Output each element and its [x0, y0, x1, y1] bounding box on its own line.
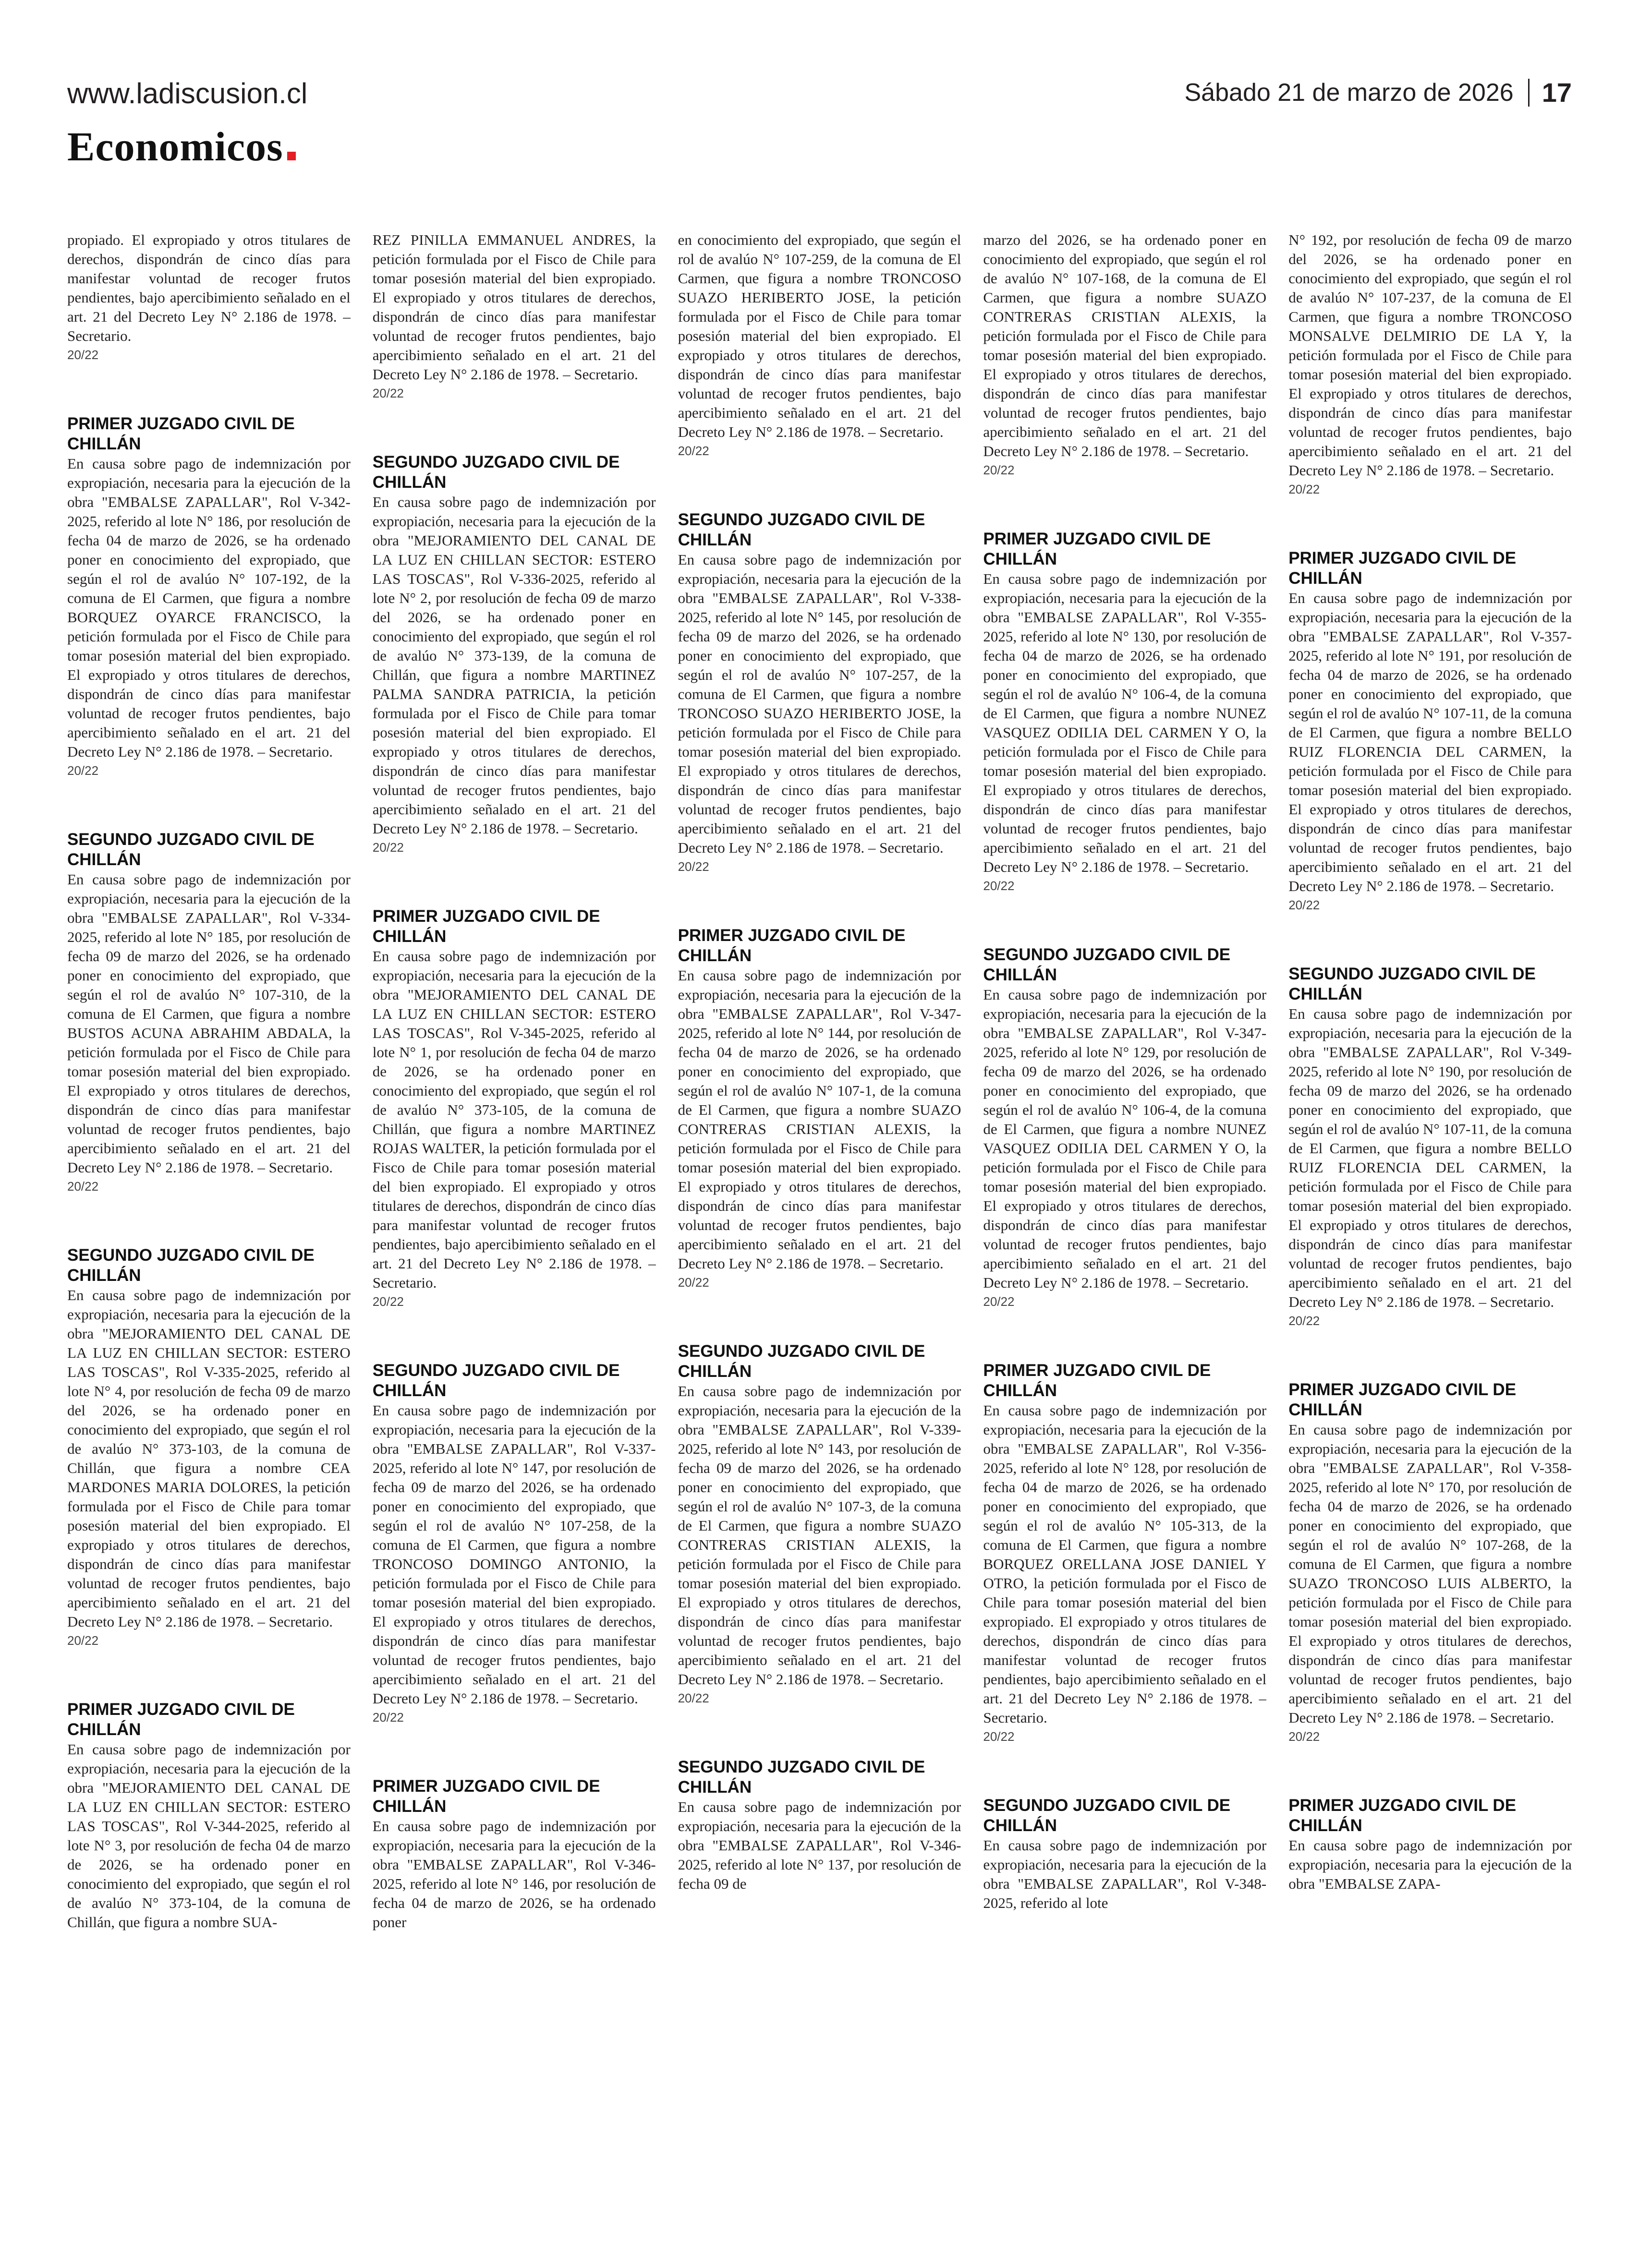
notice-court-title: PRIMER JUZGADO CIVIL DE CHILLÁN — [983, 1361, 1211, 1400]
notice-court-title: PRIMER JUZGADO CIVIL DE CHILLÁN — [1288, 1796, 1517, 1835]
notice-court-title: SEGUNDO JUZGADO CIVIL DE CHILLÁN — [1288, 965, 1536, 1003]
notice-court-title: PRIMER JUZGADO CIVIL DE CHILLÁN — [983, 530, 1211, 568]
notice-code: 20/22 — [678, 1691, 709, 1705]
notice-body: En causa sobre pago de indemnización por expropiación, necesaria para la ejecución de la obra "EMBALSE ZAPALLAR", Rol V-339-2025, referido al lote N° 143, por resolución de fecha 09 de marzo del 2026, se ha ordenado poner en conocimiento del expropiado, que según el rol de avalúo N° 107-3, de la comuna de El Carmen, que figura a nombre SUAZO CONTRERAS CRISTIAN ALEXIS, la petición formulada por el Fisco de Chile para tomar posesión material del bien expropiado. El expropiado y otros titulares de derechos, dispondrán de cinco días para manifestar voluntad de recoger frutos pendientes, bajo apercibimiento señalado en el art. 21 del Decreto Ley N° 2.186 de 1978. – Secretario. — [678, 1383, 961, 1688]
column-3 — [678, 230, 961, 2223]
legal-notice — [1288, 548, 1572, 914]
notice-code: 20/22 — [1288, 482, 1320, 496]
notice-body: En causa sobre pago de indemnización por expropiación, necesaria para la ejecución de la obra "EMBALSE ZAPALLAR", Rol V-355-2025, referido al lote N° 130, por resolución de fecha 04 de marzo de 2026, se ha ordenado poner en conocimiento del expropiado, que según el rol de avalúo N° 106-4, de la comuna de El Carmen, que figura a nombre NUNEZ VASQUEZ ODILIA DEL CARMEN Y O, la petición formulada por el Fisco de Chile para tomar posesión material del bien expropiado. El expropiado y otros titulares de derechos, dispondrán de cinco días para manifestar voluntad de recoger frutos pendientes, bajo apercibimiento señalado en el art. 21 del Decreto Ley N° 2.186 de 1978. – Secretario. — [983, 570, 1267, 875]
legal-notice — [373, 1776, 656, 1932]
notice-code: 20/22 — [1288, 1729, 1320, 1744]
notice-court-title: SEGUNDO JUZGADO CIVIL DE CHILLÁN — [983, 1796, 1231, 1835]
legal-notice — [678, 926, 961, 1291]
notice-code: 20/22 — [983, 879, 1015, 893]
notice-code: 20/22 — [372, 386, 404, 400]
notice-body: En causa sobre pago de indemnización por expropiación, necesaria para la ejecución de la obra "EMBALSE ZAPALLAR", Rol V-334-2025, referido al lote N° 185, por resolución de fecha 09 de marzo del 2026, se ha ordenado poner en conocimiento del expropiado, que según el rol de avalúo N° 107-310, de la comuna de El Carmen, que figura a nombre BUSTOS ACUNA ABRAHIM ABDALA, la petición formulada por el Fisco de Chile para tomar posesión material del bien expropiado. El expropiado y otros titulares de derechos, dispondrán de cinco días para manifestar voluntad de recoger frutos pendientes, bajo apercibimiento señalado en el art. 21 del Decreto Ley N° 2.186 de 1978. – Secretario. — [67, 871, 351, 1176]
legal-notice — [373, 1361, 656, 1726]
issue-date: Sábado 21 de marzo de 2026 — [1184, 78, 1514, 107]
notice-body: En causa sobre pago de indemnización por expropiación, necesaria para la ejecución de la obra "MEJORAMIENTO DEL CANAL DE LA LUZ EN CHILLAN SECTOR: ESTERO LAS TOSCAS", Rol V-335-2025, referido al lote N° 4, por resolución de fecha 09 de marzo del 2026, se ha ordenado poner en conocimiento del expropiado, que según el rol de avalúo N° 373-103, de la comuna de Chillán, que figura a nombre CEA MARDONES MARIA DOLORES, la petición formulada por el Fisco de Chile para tomar posesión material del bien expropiado. El expropiado y otros titulares de derechos, dispondrán de cinco días para manifestar voluntad de recoger frutos pendientes, bajo apercibimiento señalado en el art. 21 del Decreto Ley N° 2.186 de 1978. – Secretario. — [67, 1287, 351, 1630]
legal-notice — [678, 1757, 961, 1894]
notice-code: 20/22 — [372, 840, 404, 855]
notice-court-title: PRIMER JUZGADO CIVIL DE CHILLÁN — [1288, 1380, 1517, 1419]
notice-body: propiado. El expropiado y otros titulares de derechos, dispondrán de cinco días para manifestar voluntad de recoger frutos pendientes, bajo apercibimiento señalado en el art. 21 del Decreto Ley N° 2.186 de 1978. – Secretario. — [67, 231, 351, 344]
notice-body: en conocimiento del expropiado, que según el rol de avalúo N° 107-259, de la comuna de El Carmen, que figura a nombre TRONCOSO SUAZO HERIBERTO JOSE, la petición formulada por el Fisco de Chile para tomar posesión material del bien expropiado. El expropiado y otros titulares de derechos, dispondrán de cinco días para manifestar voluntad de recoger frutos pendientes, bajo apercibimiento señalado en el art. 21 del Decreto Ley N° 2.186 de 1978. – Secretario. — [678, 231, 961, 440]
notice-body: En causa sobre pago de indemnización por expropiación, necesaria para la ejecución de la obra "EMBALSE ZAPALLAR", Rol V-349-2025, referido al lote N° 190, por resolución de fecha 09 de marzo del 2026, se ha ordenado poner en conocimiento del expropiado, que según el rol de avalúo N° 107-11, de la comuna de El Carmen, que figura a nombre BELLO RUIZ FLORENCIA DEL CARMEN, la petición formulada por el Fisco de Chile para tomar posesión material del bien expropiado. El expropiado y otros titulares de derechos, dispondrán de cinco días para manifestar voluntad de recoger frutos pendientes, bajo apercibimiento señalado en el art. 21 del Decreto Ley N° 2.186 de 1978. – Secretario. — [1288, 1005, 1572, 1310]
column-1 — [67, 230, 351, 2223]
notice-code: 20/22 — [1288, 898, 1320, 912]
notice-court-title: SEGUNDO JUZGADO CIVIL DE CHILLÁN — [678, 510, 925, 549]
notice-code: 20/22 — [678, 444, 709, 458]
notice-code: 20/22 — [678, 859, 709, 874]
site-url[interactable]: www.ladiscusion.cl — [67, 77, 308, 109]
notice-code: 20/22 — [372, 1710, 404, 1725]
legal-notice — [1288, 964, 1572, 1330]
notice-court-title: PRIMER JUZGADO CIVIL DE CHILLÁN — [678, 926, 906, 965]
notice-court-title: SEGUNDO JUZGADO CIVIL DE CHILLÁN — [983, 945, 1231, 984]
notice-court-title: SEGUNDO JUZGADO CIVIL DE CHILLÁN — [372, 1361, 620, 1400]
notice-court-title: SEGUNDO JUZGADO CIVIL DE CHILLÁN — [678, 1758, 925, 1797]
legal-notice — [67, 830, 351, 1195]
legal-notice — [1288, 1380, 1572, 1746]
notice-body: En causa sobre pago de indemnización por expropiación, necesaria para la ejecución de la obra "EMBALSE ZAPALLAR", Rol V-357-2025, referido al lote N° 191, por resolución de fecha 04 de marzo de 2026, se ha ordenado poner en conocimiento del expropiado, que según el rol de avalúo N° 107-11, de la comuna de El Carmen, que figura a nombre BELLO RUIZ FLORENCIA DEL CARMEN, la petición formulada por el Fisco de Chile para tomar posesión material del bien expropiado. El expropiado y otros titulares de derechos, dispondrán de cinco días para manifestar voluntad de recoger frutos pendientes, bajo apercibimiento señalado en el art. 21 del Decreto Ley N° 2.186 de 1978. – Secretario. — [1288, 590, 1572, 894]
legal-notice — [678, 230, 961, 460]
notice-code: 20/22 — [983, 1729, 1015, 1744]
notice-court-title: SEGUNDO JUZGADO CIVIL DE CHILLÁN — [67, 1246, 315, 1285]
legal-notice — [373, 452, 656, 857]
notice-body: En causa sobre pago de indemnización por expropiación, necesaria para la ejecución de la obra "EMBALSE ZAPALLAR", Rol V-348-2025, referido al lote — [983, 1837, 1267, 1911]
notice-court-title: SEGUNDO JUZGADO CIVIL DE CHILLÁN — [678, 1342, 925, 1381]
notice-body: En causa sobre pago de indemnización por expropiación, necesaria para la ejecución de la obra "EMBALSE ZAPALLAR", Rol V-347-2025, referido al lote N° 129, por resolución de fecha 09 de marzo del 2026, se ha ordenado poner en conocimiento del expropiado, que según el rol de avalúo N° 106-4, de la comuna de El Carmen, que figura a nombre NUNEZ VASQUEZ ODILIA DEL CARMEN Y O, la petición formulada por el Fisco de Chile para tomar posesión material del bien expropiado. El expropiado y otros titulares de derechos, dispondrán de cinco días para manifestar voluntad de recoger frutos pendientes, bajo apercibimiento señalado en el art. 21 del Decreto Ley N° 2.186 de 1978. – Secretario. — [983, 986, 1267, 1291]
section-title — [67, 122, 296, 170]
legal-notice — [1288, 230, 1572, 498]
column-2 — [373, 230, 656, 2223]
notice-body: En causa sobre pago de indemnización por expropiación, necesaria para la ejecución de la obra "EMBALSE ZAPALLAR", Rol V-337-2025, referido al lote N° 147, por resolución de fecha 09 de marzo del 2026, se ha ordenado poner en conocimiento del expropiado, que según el rol de avalúo N° 107-258, de la comuna de El Carmen, que figura a nombre TRONCOSO DOMINGO ANTONIO, la petición formulada por el Fisco de Chile para tomar posesión material del bien expropiado. El expropiado y otros titulares de derechos, dispondrán de cinco días para manifestar voluntad de recoger frutos pendientes, bajo apercibimiento señalado en el art. 21 del Decreto Ley N° 2.186 de 1978. – Secretario. — [372, 1402, 656, 1707]
notice-body: En causa sobre pago de indemnización por expropiación, necesaria para la ejecución de la obra "EMBALSE ZAPALLAR", Rol V-356-2025, referido al lote N° 128, por resolución de fecha 04 de marzo de 2026, se ha ordenado poner en conocimiento del expropiado, que según el rol de avalúo N° 105-313, de la comuna de El Carmen, que figura a nombre BORQUEZ ORELLANA JOSE DANIEL Y OTRO, la petición formulada por el Fisco de Chile para tomar posesión material del bien expropiado. El expropiado y otros titulares de derechos, dispondrán de cinco días para manifestar voluntad de recoger frutos pendientes, bajo apercibimiento señalado en el art. 21 del Decreto Ley N° 2.186 de 1978. – Secretario. — [983, 1402, 1267, 1726]
notice-body: En causa sobre pago de indemnización por expropiación, necesaria para la ejecución de la obra "EMBALSE ZAPALLAR", Rol V-338-2025, referido al lote N° 145, por resolución de fecha 09 de marzo del 2026, se ha ordenado poner en conocimiento del expropiado, que según el rol de avalúo N° 107-257, de la comuna de El Carmen, que figura a nombre TRONCOSO SUAZO HERIBERTO JOSE, la petición formulada por el Fisco de Chile para tomar posesión material del bien expropiado. El expropiado y otros titulares de derechos, dispondrán de cinco días para manifestar voluntad de recoger frutos pendientes, bajo apercibimiento señalado en el art. 21 del Decreto Ley N° 2.186 de 1978. – Secretario. — [678, 551, 961, 856]
header-divider — [1528, 79, 1530, 107]
legal-notice — [983, 1796, 1266, 1913]
classifieds-columns — [67, 230, 1572, 2223]
notice-court-title: PRIMER JUZGADO CIVIL DE CHILLÁN — [1288, 549, 1517, 588]
notice-body: En causa sobre pago de indemnización por expropiación, necesaria para la ejecución de la obra "EMBALSE ZAPALLAR", Rol V-346-2025, referido al lote N° 137, por resolución de fecha 09 de — [678, 1798, 961, 1892]
notice-code: 20/22 — [67, 1633, 99, 1648]
notice-code: 20/22 — [983, 1294, 1015, 1309]
notice-body: En causa sobre pago de indemnización por expropiación, necesaria para la ejecución de la obra "EMBALSE ZAPALLAR", Rol V-358-2025, referido al lote N° 170, por resolución de fecha 04 de marzo de 2026, se ha ordenado poner en conocimiento del expropiado, que según el rol de avalúo N° 107-268, de la comuna de El Carmen, que figura a nombre SUAZO TRONCOSO LUIS ALBERTO, la petición formulada por el Fisco de Chile para tomar posesión material del bien expropiado. El expropiado y otros titulares de derechos, dispondrán de cinco días para manifestar voluntad de recoger frutos pendientes, bajo apercibimiento señalado en el art. 21 del Decreto Ley N° 2.186 de 1978. – Secretario. — [1288, 1421, 1572, 1726]
legal-notice — [67, 1700, 351, 1932]
notice-court-title: PRIMER JUZGADO CIVIL DE CHILLÁN — [372, 1777, 600, 1816]
notice-body: En causa sobre pago de indemnización por expropiación, necesaria para la ejecución de la obra "EMBALSE ZAPALLAR", Rol V-346-2025, referido al lote N° 146, por resolución de fecha 04 de marzo de 2026, se ha ordenado poner — [372, 1818, 656, 1930]
notice-body: marzo del 2026, se ha ordenado poner en conocimiento del expropiado, que según el rol de avalúo N° 107-168, de la comuna de El Carmen, que figura a nombre SUAZO CONTRERAS CRISTIAN ALEXIS, la petición formulada por el Fisco de Chile para tomar posesión material del bien expropiado. El expropiado y otros titulares de derechos, dispondrán de cinco días para manifestar voluntad de recoger frutos pendientes, bajo apercibimiento señalado en el art. 21 del Decreto Ley N° 2.186 de 1978. – Secretario. — [983, 231, 1267, 459]
notice-body: En causa sobre pago de indemnización por expropiación, necesaria para la ejecución de la obra "MEJORAMIENTO DEL CANAL DE LA LUZ EN CHILLAN SECTOR: ESTERO LAS TOSCAS", Rol V-336-2025, referido al lote N° 2, por resolución de fecha 09 de marzo del 2026, se ha ordenado poner en conocimiento del expropiado, que según el rol de avalúo N° 373-139, de la comuna de Chillán, que figura a nombre MARTINEZ PALMA SANDRA PATRICIA, la petición formulada por el Fisco de Chile para tomar posesión material del bien expropiado. El expropiado y otros titulares de derechos, dispondrán de cinco días para manifestar voluntad de recoger frutos pendientes, bajo apercibimiento señalado en el art. 21 del Decreto Ley N° 2.186 de 1978. – Secretario. — [372, 494, 656, 837]
notice-body: En causa sobre pago de indemnización por expropiación, necesaria para la ejecución de la obra "EMBALSE ZAPALLAR", Rol V-342-2025, referido al lote N° 186, por resolución de fecha 04 de marzo de 2026, se ha ordenado poner en conocimiento del expropiado, que según el rol de avalúo N° 107-192, de la comuna de El Carmen, que figura a nombre BORQUEZ OYARCE FRANCISCO, la petición formulada por el Fisco de Chile para tomar posesión material del bien expropiado. El expropiado y otros titulares de derechos, dispondrán de cinco días para manifestar voluntad de recoger frutos pendientes, bajo apercibimiento señalado en el art. 21 del Decreto Ley N° 2.186 de 1978. – Secretario. — [67, 455, 351, 760]
notice-code: 20/22 — [1288, 1314, 1320, 1328]
legal-notice — [983, 945, 1266, 1311]
notice-court-title: PRIMER JUZGADO CIVIL DE CHILLÁN — [67, 1700, 295, 1739]
notice-body: En causa sobre pago de indemnización por expropiación, necesaria para la ejecución de la obra "MEJORAMIENTO DEL CANAL DE LA LUZ EN CHILLAN SECTOR: ESTERO LAS TOSCAS", Rol V-345-2025, referido al lote N° 1, por resolución de fecha 04 de marzo de 2026, se ha ordenado poner en conocimiento del expropiado, que según el rol de avalúo N° 373-105, de la comuna de Chillán, que figura a nombre MARTINEZ ROJAS WALTER, la petición formulada por el Fisco de Chile para tomar posesión material del bien expropiado. El expropiado y otros titulares de derechos, dispondrán de cinco días para manifestar voluntad de recoger frutos pendientes, bajo apercibimiento señalado en el art. 21 del Decreto Ley N° 2.186 de 1978. – Secretario. — [372, 948, 656, 1291]
legal-notice — [67, 230, 351, 364]
notice-body: En causa sobre pago de indemnización por expropiación, necesaria para la ejecución de la obra "EMBALSE ZAPA- — [1288, 1837, 1572, 1892]
column-5 — [1288, 230, 1572, 2223]
legal-notice — [67, 1245, 351, 1650]
legal-notice — [983, 1361, 1266, 1746]
page-number: 17 — [1542, 77, 1572, 108]
notice-code: 20/22 — [67, 1179, 99, 1194]
notice-body: En causa sobre pago de indemnización por expropiación, necesaria para la ejecución de la obra "MEJORAMIENTO DEL CANAL DE LA LUZ EN CHILLAN SECTOR: ESTERO LAS TOSCAS", Rol V-344-2025, referido al lote N° 3, por resolución de fecha 04 de marzo de 2026, se ha ordenado poner en conocimiento del expropiado, que según el rol de avalúo N° 373-104, de la comuna de Chillán, que figura a nombre SUA- — [67, 1741, 351, 1930]
notice-code: 20/22 — [983, 463, 1015, 477]
section-title-text: Economicos — [67, 123, 283, 169]
legal-notice — [373, 230, 656, 402]
notice-code: 20/22 — [67, 763, 99, 778]
notice-court-title: SEGUNDO JUZGADO CIVIL DE CHILLÁN — [372, 453, 620, 492]
notice-court-title: SEGUNDO JUZGADO CIVIL DE CHILLÁN — [67, 830, 315, 869]
legal-notice — [373, 906, 656, 1311]
legal-notice — [67, 414, 351, 780]
notice-code: 20/22 — [372, 1294, 404, 1309]
legal-notice — [678, 1341, 961, 1707]
notice-body: REZ PINILLA EMMANUEL ANDRES, la petición formulada por el Fisco de Chile para tomar posesión material del bien expropiado. El expropiado y otros titulares de derechos, dispondrán de cinco días para manifestar voluntad de recoger frutos pendientes, bajo apercibimiento señalado en el art. 21 del Decreto Ley N° 2.186 de 1978. – Secretario. — [372, 231, 656, 383]
legal-notice — [678, 510, 961, 876]
column-4 — [983, 230, 1266, 2223]
legal-notice — [983, 529, 1266, 895]
legal-notice — [983, 230, 1266, 479]
legal-notice — [1288, 1796, 1572, 1894]
notice-court-title: PRIMER JUZGADO CIVIL DE CHILLÁN — [372, 907, 600, 946]
section-accent-dot — [287, 152, 296, 160]
notice-body: En causa sobre pago de indemnización por expropiación, necesaria para la ejecución de la obra "EMBALSE ZAPALLAR", Rol V-347-2025, referido al lote N° 144, por resolución de fecha 04 de marzo de 2026, se ha ordenado poner en conocimiento del expropiado, que según el rol de avalúo N° 107-1, de la comuna de El Carmen, que figura a nombre SUAZO CONTRERAS CRISTIAN ALEXIS, la petición formulada por el Fisco de Chile para tomar posesión material del bien expropiado. El expropiado y otros titulares de derechos, dispondrán de cinco días para manifestar voluntad de recoger frutos pendientes, bajo apercibimiento señalado en el art. 21 del Decreto Ley N° 2.186 de 1978. – Secretario. — [678, 967, 961, 1272]
notice-court-title: PRIMER JUZGADO CIVIL DE CHILLÁN — [67, 414, 295, 453]
notice-code: 20/22 — [67, 348, 99, 362]
notice-body: N° 192, por resolución de fecha 09 de marzo del 2026, se ha ordenado poner en conocimiento del expropiado, que según el rol de avalúo N° 107-237, de la comuna de El Carmen, que figura a nombre TRONCOSO MONSALVE DELMIRIO DE LA Y, la petición formulada por el Fisco de Chile para tomar posesión material del bien expropiado. El expropiado y otros titulares de derechos, dispondrán de cinco días para manifestar voluntad de recoger frutos pendientes, bajo apercibimiento señalado en el art. 21 del Decreto Ley N° 2.186 de 1978. – Secretario. — [1288, 231, 1572, 479]
notice-code: 20/22 — [678, 1275, 709, 1290]
date-and-page — [1185, 77, 1572, 108]
